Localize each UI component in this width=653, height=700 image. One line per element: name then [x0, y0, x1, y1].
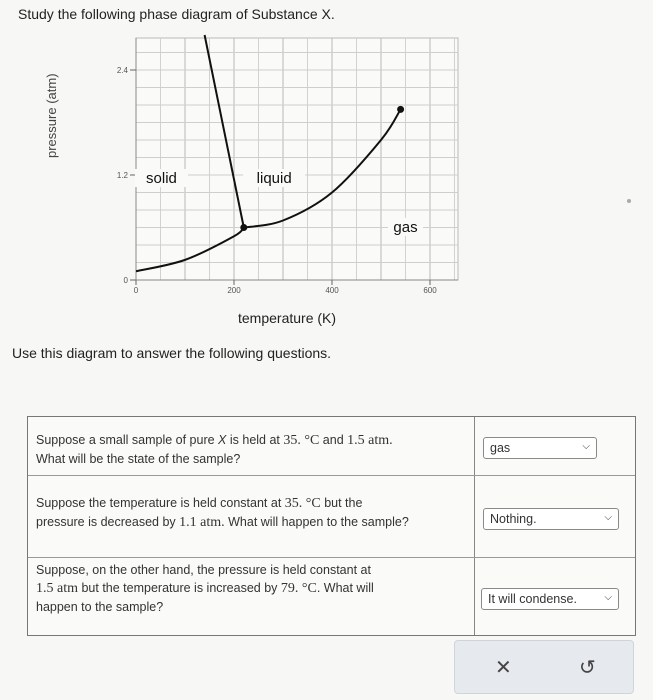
- question-1-text: Suppose a small sample of pure X is held at 35. °C and 1.5 atm. What will be the state of the sample?: [36, 433, 393, 466]
- region-label-solid: solid: [146, 170, 177, 187]
- phase-diagram: [0, 0, 653, 310]
- question-2-text: Suppose the temperature is held constant at 35. °C but the pressure is decreased by 1.1 atm. What will happen to the sample?: [36, 496, 409, 530]
- x-tick-label: 600: [423, 286, 437, 295]
- chart-grid: [136, 38, 458, 280]
- answer-select-2[interactable]: Nothing. ⌵: [483, 508, 619, 530]
- y-tick-label: 1.2: [116, 171, 128, 180]
- x-tick-label: 400: [325, 286, 339, 295]
- page-title: Study the following phase diagram of Substance X.: [18, 6, 335, 22]
- chevron-down-icon: ⌵: [604, 592, 612, 603]
- x-tick-label: 200: [227, 286, 241, 295]
- stray-mark: [627, 199, 631, 203]
- plot-area: [136, 38, 458, 280]
- action-bar: [454, 640, 634, 694]
- clear-button[interactable]: ✕: [495, 657, 512, 679]
- chevron-down-icon: ⌵: [604, 512, 612, 523]
- question-table: [27, 416, 636, 636]
- question-row-2: [28, 475, 635, 557]
- answer-select-1[interactable]: gas ⌵: [483, 437, 597, 459]
- y-tick-label: 2.4: [116, 66, 128, 75]
- instructions: Use this diagram to answer the following questions.: [12, 345, 332, 361]
- y-axis-label: pressure (atm): [44, 73, 59, 158]
- y-tick-label: 0: [123, 276, 128, 285]
- question-row-3: [28, 557, 635, 637]
- question-row-1: [28, 417, 635, 475]
- triple-point-marker: [240, 224, 247, 231]
- chevron-down-icon: ⌵: [582, 441, 590, 452]
- x-axis-label: temperature (K): [238, 310, 337, 326]
- critical-point-marker: [397, 106, 404, 113]
- answer-select-3[interactable]: It will condense. ⌵: [481, 588, 619, 610]
- x-tick-label: 0: [133, 286, 139, 295]
- reset-button[interactable]: ↺: [579, 657, 596, 679]
- question-3-text: Suppose, on the other hand, the pressure is held constant at 1.5 atm but the temperature is increased by 79. °C. What will happen to the sample?: [36, 563, 374, 614]
- region-label-gas: gas: [393, 219, 418, 236]
- region-label-liquid: liquid: [256, 170, 292, 187]
